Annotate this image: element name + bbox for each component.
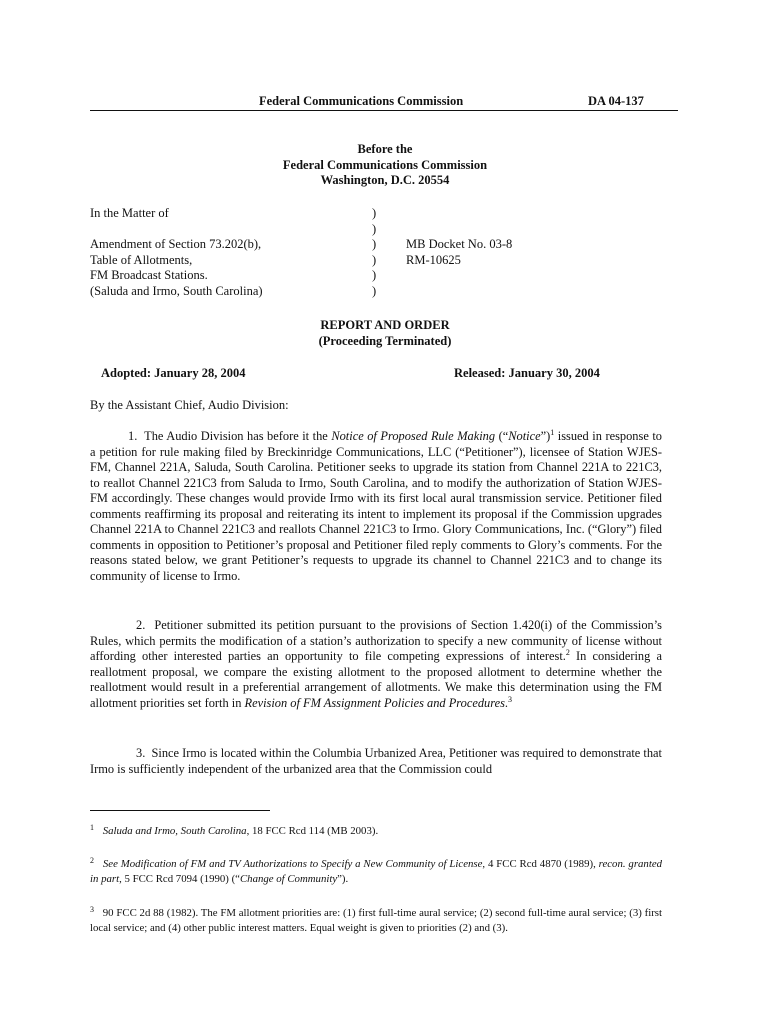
header-rule [90,110,678,111]
footnote-number: 3 [90,905,94,914]
header-agency: Federal Communications Commission [259,94,464,108]
caption-docket-block [406,237,512,268]
order-title-block [0,318,770,349]
p1-text-a: The Audio Division has before it the [144,429,332,443]
title-line-3: Washington, D.C. 20554 [320,173,450,187]
caption-parens [372,206,376,299]
footnote-2-short: Change of Community [239,873,338,885]
footnote-ref-1[interactable]: 1 [550,428,555,437]
caption-lines [90,237,263,299]
released-date: Released: January 30, 2004 [454,366,600,380]
header-doc-number: DA 04-137 [588,94,644,108]
title-line-1: Before the [357,142,413,156]
adopted-date: Adopted: January 28, 2004 [101,366,246,380]
p3-text: Since Irmo is located within the Columbia Urbanized Area, Petitioner was required to demonstrate that Irmo is sufficiently independent of the urbanized area that the Commission could [90,746,662,776]
p2-text-c: . [504,695,509,710]
paragraph-1 [90,429,662,584]
title-line-2: Federal Communications Commission [282,157,488,172]
footnote-3-text: 90 FCC 2d 88 (1982). The FM allotment priorities are: (1) first full-time aural service; (2) second full-time aural service; (3) first local service; and (4) other public interest matters. Equal weight is given to priorities (2) and (3). [90,907,662,934]
docket-number: MB Docket No. 03-8 [406,237,513,251]
caption-line: Amendment of Section 73.202(b), [90,237,262,251]
footnote-2-recon: recon. granted in part [90,858,663,885]
order-title: REPORT AND ORDER [320,318,450,332]
footnote-ref-2[interactable]: 2 [565,648,570,657]
footnote-2-text-c: ”). [337,873,349,885]
paragraph-2 [90,618,662,711]
footnote-2-text-b: , 5 FCC Rcd 7094 (1990) (“ [119,873,240,885]
caption-line: Table of Allotments, [90,252,193,267]
paren: ) [372,206,377,220]
paragraph-number: 2. [136,618,146,632]
footnote-2 [90,853,662,887]
p1-text-d: issued in response to a petition for rule making filed by Breckinridge Communications, LLC (“Petitioner”), licensee of Station WJES-FM, Channel 221A, Saluda, South Carolina. Petitioner seeks to upgrade its station from Channel 221A to 221C3, to reallot Channel 221C3 from Saluda to Irmo, South Carolina, and to modify the authorization of Station WJES-FM accordingly. These changes would provide Irmo with its first local aural transmission service. Petitioner filed comments reaffirming its proposal and reiterating its intent to implement its proposal if the Commission upgrades Channel 221A to Channel 221C3 and reallots Channel 221C3 to Irmo. Glory Communications, Inc. (“Glory”) filed comments in opposition to Petitioner’s proposal and Petitioner filed reply comments to Glory’s comments. For the reasons stated below, we grant Petitioner’s requests to upgrade its channel to Channel 221C3 and to change its community of license to Irmo. [90,429,662,583]
footnote-rule [90,810,270,811]
footnote-2-case: See Modification of FM and TV Authorizations to Specify a New Community of License [102,858,483,870]
rm-number: RM-10625 [406,252,461,267]
by-line: By the Assistant Chief, Audio Division: [90,398,289,412]
footnote-1 [90,820,662,839]
paren: ) [372,252,377,267]
paragraph-number: 3. [136,746,146,760]
footnote-ref-3[interactable]: 3 [508,694,513,704]
order-subtitle: (Proceeding Terminated) [318,333,452,348]
caption-line: (Saluda and Irmo, South Carolina) [90,283,263,298]
p1-text-c: ”) [540,429,551,443]
paren: ) [372,268,377,282]
p2-text-a: Petitioner submitted its petition pursuant to the provisions of Section 1.420(i) of the Commission’s Rules, which permits the modification of a station’s authorization to specify a new community of license without affording other interested parties an opportunity to file competing expressions of interest. [90,618,662,663]
p1-notice-title: Notice of Proposed Rule Making [331,429,496,443]
p1-text-b: (“ [495,429,509,443]
paren: ) [372,283,377,298]
title-block [0,142,770,189]
p2-text-b: In considering a reallotment proposal, we compare the existing allotment to the proposed allotment to determine whether the reallotment would result in a preferential arrangement of allotments. We make this determination using the FM allotment priorities set forth in [90,649,662,710]
footnote-number: 1 [90,823,94,832]
paragraph-3 [90,746,662,777]
paren: ) [372,237,377,251]
footnote-1-text: , 18 FCC Rcd 114 (MB 2003). [246,825,379,837]
p2-revision-title: Revision of FM Assignment Policies and Procedures [244,695,505,710]
footnote-number: 2 [90,856,94,865]
footnote-3 [90,902,662,936]
paragraph-number: 1. [128,429,138,443]
paren: ) [372,221,377,236]
footnote-2-text-a: , 4 FCC Rcd 4870 (1989), [482,858,599,870]
caption-line: FM Broadcast Stations. [90,268,208,282]
caption-in-the-matter: In the Matter of [90,206,169,220]
p1-notice-short: Notice [508,429,541,443]
footnote-1-case: Saluda and Irmo, South Carolina [102,825,247,837]
